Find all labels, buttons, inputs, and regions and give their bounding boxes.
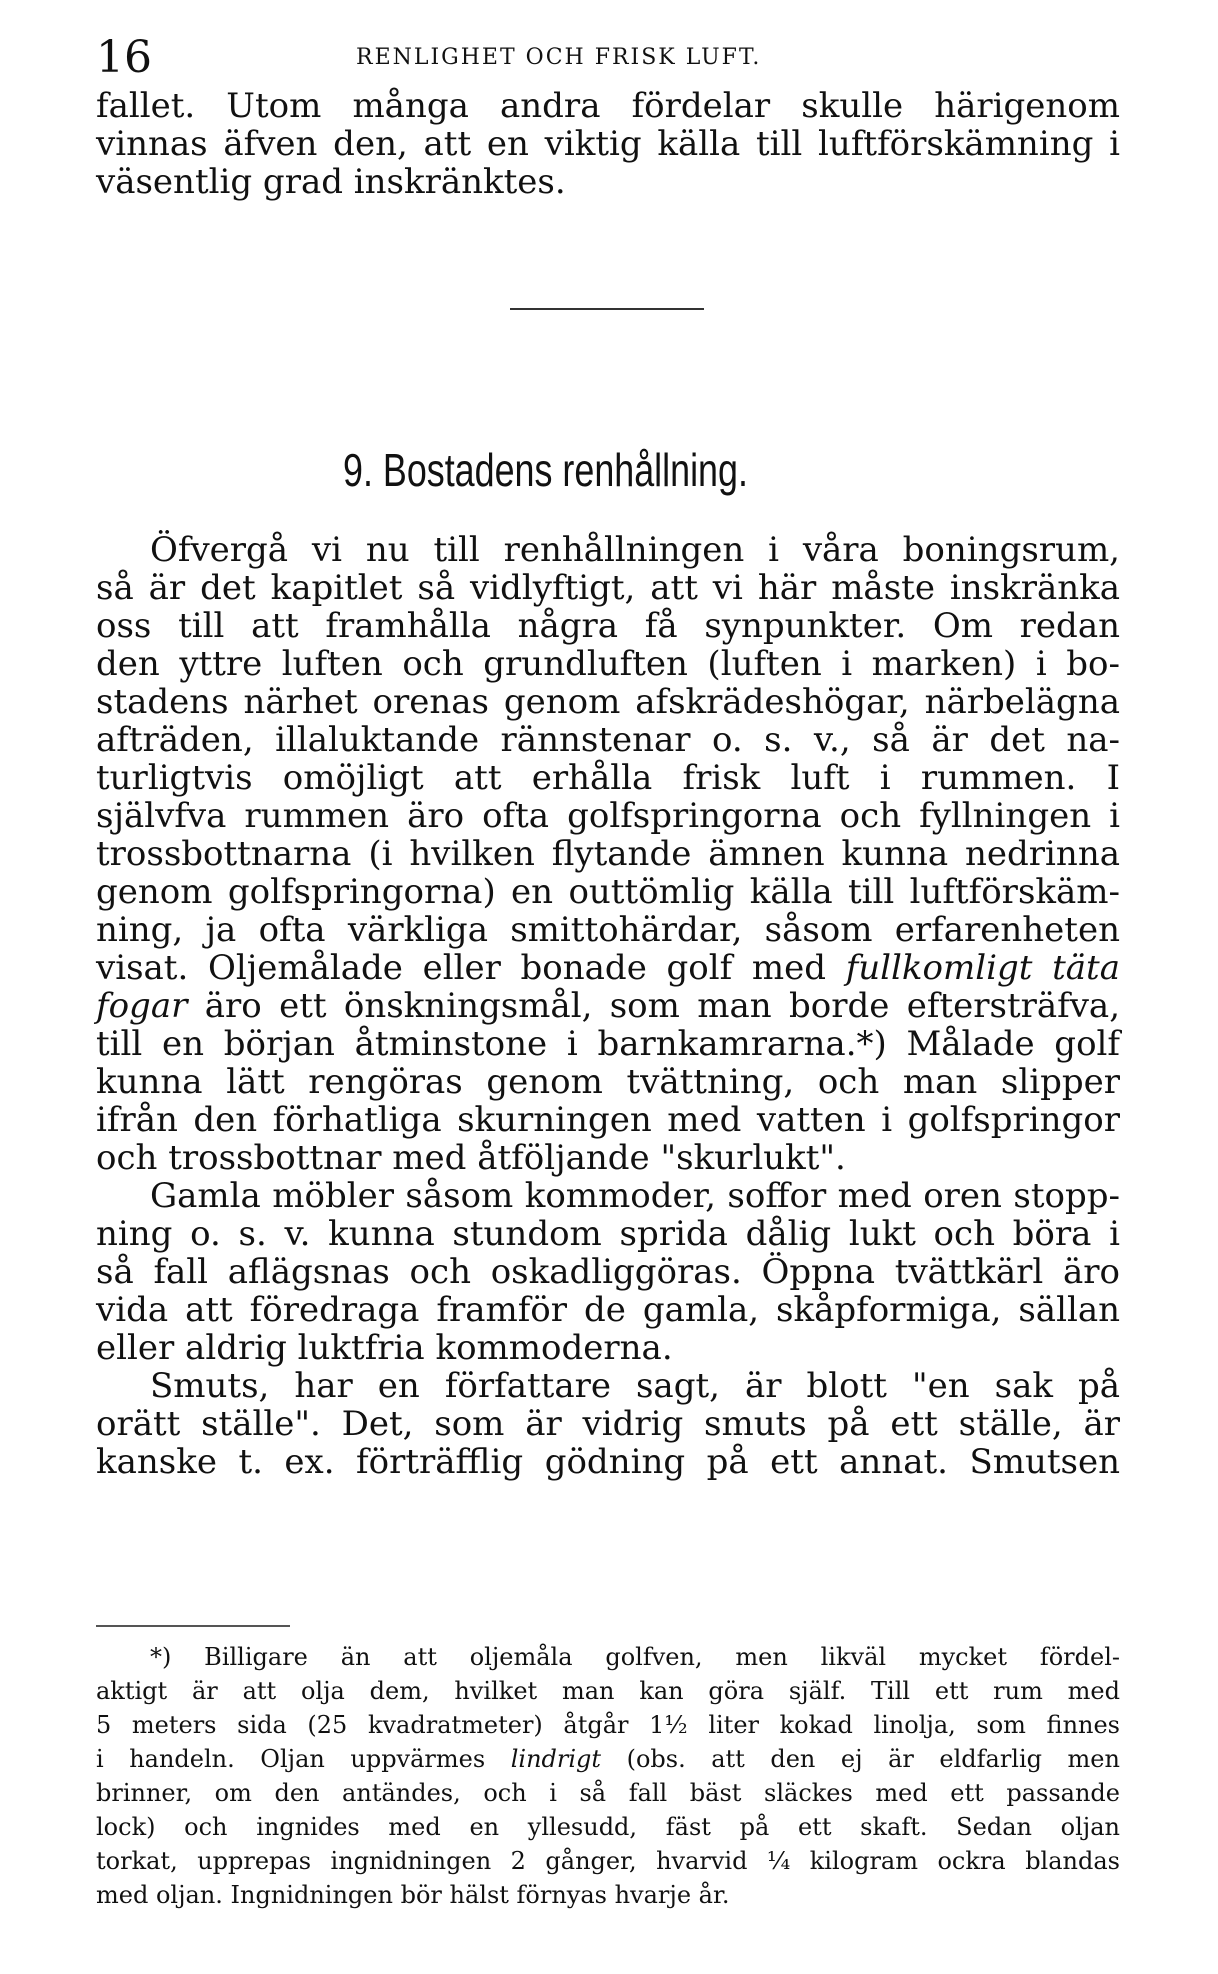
italic-phrase: fogar [96,986,188,1026]
text-fragment: i handeln. Oljan uppvärmes [96,1745,486,1773]
text-line: oss till att framhålla några få synpunkter. Om redan [96,606,1120,646]
text-line: Öfvergå vi nu till renhållningen i våra boningsrum, [150,530,1120,570]
section-divider [510,308,704,310]
text-line: vida att föredraga framför de gamla, skåpformiga, sällan [96,1290,1120,1330]
text-line: eller aldrig luktfria kommoderna. [96,1328,673,1368]
text-line: den yttre luften och grundluften (luften i marken) i bo- [96,644,1120,684]
text-line: turligtvis omöjligt att erhålla frisk luft i rummen. I [96,758,1120,798]
text-line: väsentlig grad inskränktes. [96,162,566,202]
text-line: ning, ja ofta värkliga smittohärdar, såsom erfarenheten [96,910,1120,950]
footnote-line: aktigt är att olja dem, hvilket man kan göra själf. Till ett rum med [96,1677,1120,1705]
text-line: fallet. Utom många andra fördelar skulle härigenom [96,86,1120,126]
text-line: till en början åtminstone i barnkamrarna.*) Målade golf [96,1024,1120,1064]
text-line: genom golfspringorna) en outtömlig källa till luftförskäm- [96,872,1120,912]
text-line: orätt ställe". Det, som är vidrig smuts på ett ställe, är [96,1404,1120,1444]
footnote-line: 5 meters sida (25 kvadratmeter) åtgår 1½ liter kokad linolja, som finnes [96,1711,1120,1739]
text-line: trossbottnarna (i hvilken flytande ämnen kunna nedrinna [96,834,1120,874]
footnote-line: torkat, upprepas ingnidningen 2 gånger, hvarvid ¼ kilogram ockra blandas [96,1847,1120,1875]
page-number: 16 [96,32,152,83]
text-line: så fall aflägsnas och oskadliggöras. Öppna tvättkärl äro [96,1252,1120,1292]
text-line: ning o. s. v. kunna stundom sprida dålig lukt och böra i [96,1214,1120,1254]
italic-word: lindrigt [510,1745,602,1773]
text-fragment: visat. Oljemålade eller bonade golf med [96,948,827,988]
text-line: Gamla möbler såsom kommoder, soffor med oren stopp- [150,1176,1120,1216]
footnote-line: med oljan. Ingnidningen bör hälst förnyas hvarje år. [96,1881,730,1909]
footnote-line: lock) och ingnides med en yllesudd, fäst på ett skaft. Sedan oljan [96,1813,1120,1841]
text-line: vinnas äfven den, att en viktig källa till luftförskämning i [96,124,1120,164]
text-line: stadens närhet orenas genom afskrädeshögar, närbelägna [96,682,1120,722]
running-title: RENLIGHET OCH FRISK LUFT. [356,45,762,70]
text-line: självfva rummen äro ofta golfspringorna och fyllningen i [96,796,1120,836]
text-line: ifrån den förhatliga skurningen med vatten i golfspringor [96,1100,1120,1140]
text-line: kunna lätt rengöras genom tvättning, och man slipper [96,1062,1120,1102]
text-line: Smuts, har en författare sagt, är blott "en sak på [150,1366,1120,1406]
footnote-line: brinner, om den antändes, och i så fall bäst släckes med ett passande [96,1779,1120,1807]
footnote-rule [96,1625,290,1627]
footnote-line [96,1742,1120,1776]
running-head [0,28,1218,88]
text-fragment: äro ett önskningsmål, som man borde eftersträfva, [204,986,1121,1026]
text-line: så är det kapitlet så vidlyftigt, att vi här måste inskränka [96,568,1120,608]
text-line: kanske t. ex. förträfflig gödning på ett annat. Smutsen [96,1442,1120,1482]
section-heading: 9. Bostadens renhållning. [343,444,748,496]
text-line: afträden, illaluktande rännstenar o. s. v., så är det na- [96,720,1120,760]
text-fragment: (obs. att den ej är eldfarlig men [626,1745,1120,1773]
text-line: och trossbottnar med åtföljande "skurlukt". [96,1138,846,1178]
footnote-line: *) Billigare än att oljemåla golfven, men likväl mycket fördel- [150,1643,1120,1671]
italic-phrase: fullkomligt täta [845,948,1120,988]
